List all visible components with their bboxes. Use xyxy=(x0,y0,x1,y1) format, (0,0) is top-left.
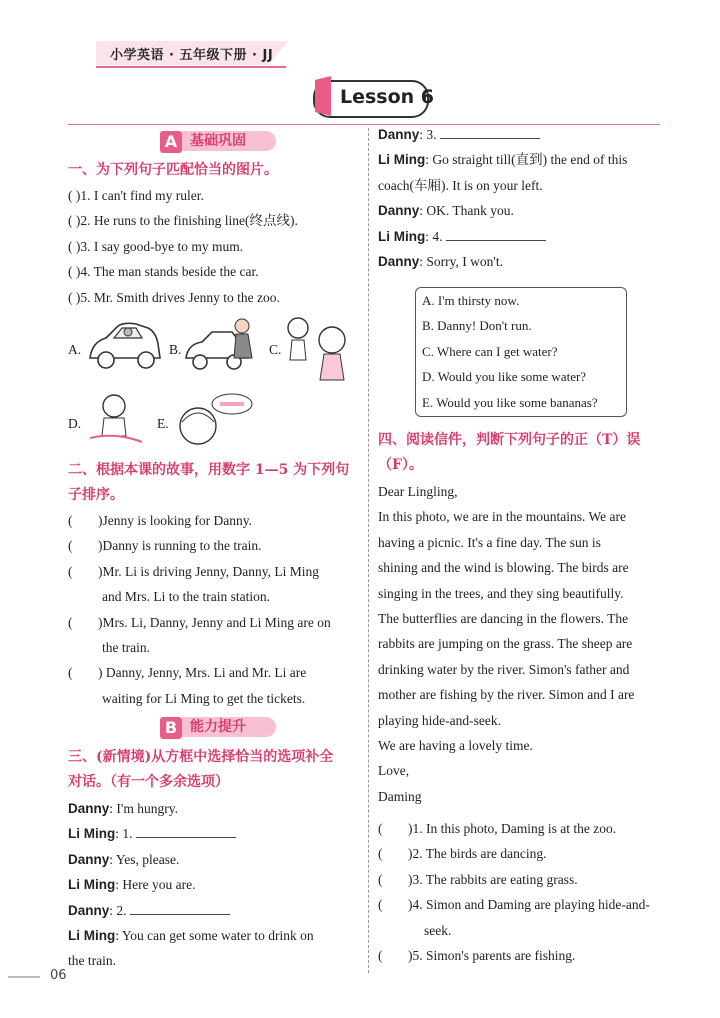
list-item-continuation: and Mrs. Li to the train station. xyxy=(102,589,270,605)
letter-line: The butterflies are dancing in the flowers. The xyxy=(378,611,629,627)
section-a-letter: A xyxy=(160,131,182,153)
letter-line: We are having a lovely time. xyxy=(378,738,533,754)
section-b-badge xyxy=(160,717,276,739)
letter-line: playing hide-and-seek. xyxy=(378,712,501,728)
answer-blank-3[interactable] xyxy=(440,126,540,139)
q1-title: 一、为下列句子匹配恰当的图片。 xyxy=(68,162,278,178)
lesson-title: Lesson 6 xyxy=(340,86,435,108)
list-item: ( ) Danny, Jenny, Mrs. Li and Mr. Li are xyxy=(68,665,307,681)
list-item: ( )4. Simon and Daming are playing hide-and- xyxy=(378,897,650,913)
list-item: ( )3. The rabbits are eating grass. xyxy=(378,871,578,887)
list-item-continuation: the train. xyxy=(102,640,150,656)
list-item-continuation: seek. xyxy=(424,922,452,938)
dialogue-continuation: the train. xyxy=(68,953,116,969)
dialogue-line: Danny: Sorry, I won't. xyxy=(378,254,503,270)
dialogue-line: Li Ming: 1. xyxy=(68,821,360,846)
book-title: 小学英语 · 五年级下册 · JJ xyxy=(110,48,274,63)
dialogue-line: Li Ming: You can get some water to drink on xyxy=(68,928,314,944)
letter-line: rabbits are jumping on the grass. The sheep are xyxy=(378,636,633,652)
options-list xyxy=(422,288,598,415)
letter-line: mother are fishing by the river. Simon and I are xyxy=(378,687,635,703)
q4-title-line1: 四、阅读信件，判断下列句子的正（T）误 xyxy=(378,432,641,448)
q3-title-line1: 三、(新情境)从方框中选择恰当的选项补全 xyxy=(68,749,334,765)
picture-label-d: D. xyxy=(68,416,82,431)
dialogue-line: Danny: I'm hungry. xyxy=(68,801,178,816)
list-item: ( )5. Mr. Smith drives Jenny to the zoo. xyxy=(68,289,280,305)
list-item: ( )Mrs. Li, Danny, Jenny and Li Ming are on xyxy=(68,614,331,630)
q4-list xyxy=(378,816,668,968)
dialogue-line: Danny: 3. xyxy=(378,122,668,147)
letter-line: Love, xyxy=(378,763,410,779)
section-b-title: 能力提升 xyxy=(182,717,276,737)
list-item: ( )1. I can't find my ruler. xyxy=(68,188,204,203)
picture-label-e: E. xyxy=(157,416,169,431)
letter-line: Dear Lingling, xyxy=(378,484,458,499)
letter-line: Daming xyxy=(378,788,422,804)
q3-title-line2: 对话。（有一个多余选项） xyxy=(68,774,229,790)
option-item: D. Would you like some water? xyxy=(422,369,587,385)
option-item: E. Would you like some bananas? xyxy=(422,394,598,410)
letter-line: shining and the wind is blowing. The birds are xyxy=(378,560,629,576)
dialogue-line: Danny: Yes, please. xyxy=(68,851,180,867)
list-item: ( )3. I say good-bye to my mum. xyxy=(68,238,244,254)
q2-list xyxy=(68,508,360,711)
dialogue-line: Danny: 2. xyxy=(68,898,360,923)
list-item: ( )5. Simon's parents are fishing. xyxy=(378,948,576,964)
picture-label-a: A. xyxy=(68,342,82,357)
letter-body xyxy=(378,479,668,809)
header-underline xyxy=(96,66,286,68)
list-item-continuation: waiting for Li Ming to get the tickets. xyxy=(102,690,306,706)
bookmark-icon xyxy=(315,76,331,116)
dialogue-line: Danny: OK. Thank you. xyxy=(378,203,514,219)
letter-line: singing in the trees, and they sing beautifully. xyxy=(378,585,624,601)
list-item: ( )Jenny is looking for Danny. xyxy=(68,513,252,528)
dialogue-line: Li Ming: Here you are. xyxy=(68,877,196,893)
q3-dialogue-left xyxy=(68,796,360,974)
dialogue-line: Li Ming: Go straight till(直到) the end of this xyxy=(378,152,628,168)
list-item: ( )Danny is running to the train. xyxy=(68,538,262,554)
list-item: ( )1. In this photo, Daming is at the zoo. xyxy=(378,821,617,836)
footer-bar xyxy=(8,976,40,978)
dialogue-line: Li Ming: 4. xyxy=(378,224,668,249)
dialogue-line: coach(车厢). It is on your left. xyxy=(378,177,543,193)
column-divider xyxy=(368,128,369,973)
answer-blank-2[interactable] xyxy=(130,902,230,915)
letter-line: drinking water by the river. Simon's father and xyxy=(378,661,630,677)
waving-children-icon xyxy=(284,314,356,384)
option-item: B. Danny! Don't run. xyxy=(422,318,532,334)
letter-line: In this photo, we are in the mountains. We are xyxy=(378,509,626,525)
section-a-title: 基础巩固 xyxy=(182,131,276,151)
list-item: ( )2. The birds are dancing. xyxy=(378,846,547,862)
list-item: ( )4. The man stands beside the car. xyxy=(68,264,259,280)
q3-dialogue-right xyxy=(378,122,668,274)
option-item: C. Where can I get water? xyxy=(422,343,558,359)
letter-line: having a picnic. It's a fine day. The sun is xyxy=(378,534,601,550)
option-item: A. I'm thirsty now. xyxy=(422,293,520,308)
q2-title-line2: 子排序。 xyxy=(68,487,124,503)
page-number: 06 xyxy=(50,968,67,983)
q1-list xyxy=(68,183,298,310)
picture-label-c: C. xyxy=(269,342,282,357)
answer-blank-1[interactable] xyxy=(136,825,236,838)
list-item: ( )2. He runs to the finishing line(终点线). xyxy=(68,213,298,229)
answer-blank-4[interactable] xyxy=(446,228,546,241)
q2-title-line1: 二、根据本课的故事，用数字 1—5 为下列句 xyxy=(68,462,350,478)
picture-label-b: B. xyxy=(169,342,182,357)
section-b-letter: B xyxy=(160,717,182,739)
man-beside-car-icon xyxy=(184,318,264,378)
girl-thinking-icon xyxy=(174,392,254,454)
running-boy-icon xyxy=(90,392,142,450)
section-a-badge xyxy=(160,131,276,153)
list-item: ( )Mr. Li is driving Jenny, Danny, Li Ming xyxy=(68,563,319,579)
car-icon xyxy=(84,318,164,376)
q4-title-line2: （F）。 xyxy=(378,457,423,473)
